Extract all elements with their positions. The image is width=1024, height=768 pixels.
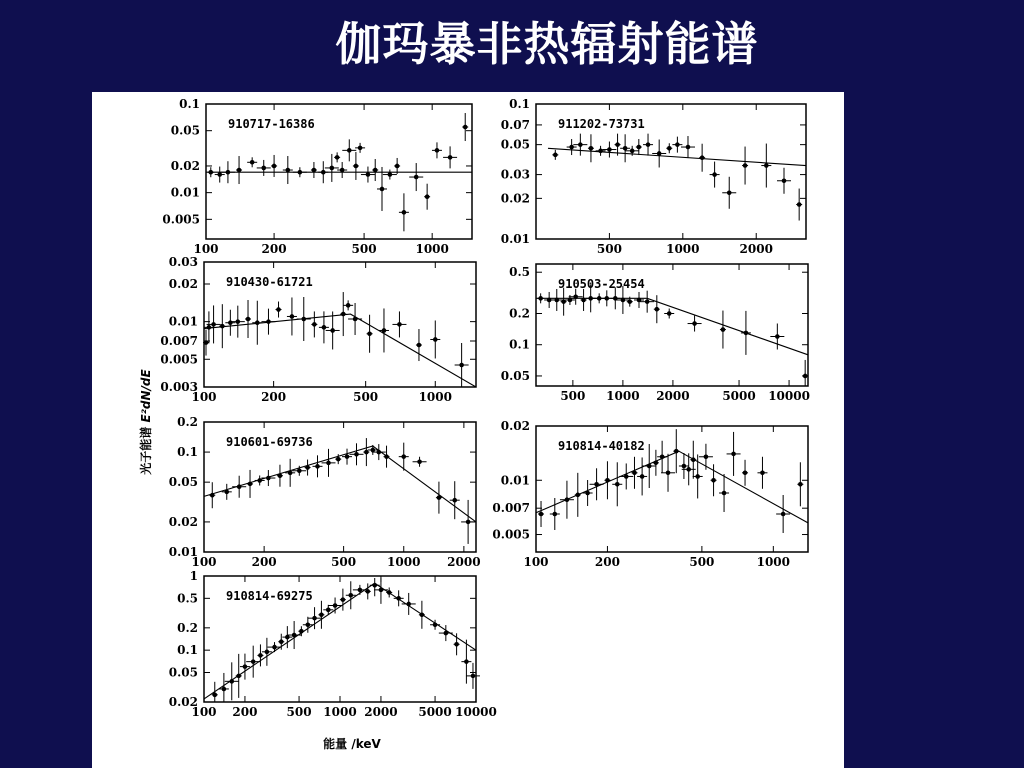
- x-tick-label: 500: [596, 242, 622, 256]
- panel-label: 910601-69736: [226, 435, 313, 449]
- data-point: [569, 289, 583, 305]
- data-point: [221, 161, 235, 183]
- y-tick-label: 0.05: [500, 137, 530, 152]
- model-line: [536, 451, 808, 523]
- data-point: [236, 156, 242, 184]
- data-point: [720, 311, 726, 349]
- data-point: [353, 585, 367, 595]
- data-point: [640, 291, 654, 313]
- data-point: [657, 441, 667, 473]
- data-point: [666, 143, 672, 153]
- data-point: [247, 157, 257, 167]
- data-point: [236, 654, 242, 698]
- data-point: [349, 443, 363, 465]
- data-point: [292, 466, 306, 476]
- y-tick-label: 0.02: [500, 191, 530, 206]
- x-tick-label: 5000: [418, 705, 452, 719]
- panel-910814-40182: [492, 419, 808, 569]
- data-point: [588, 134, 594, 162]
- data-point: [461, 500, 475, 544]
- data-point: [652, 139, 666, 167]
- y-tick-label: 0.01: [170, 185, 200, 200]
- data-point: [287, 621, 301, 649]
- data-point: [246, 646, 260, 678]
- data-point: [318, 161, 328, 183]
- x-axis-label: 能量 /keV: [323, 737, 381, 751]
- data-point: [367, 315, 373, 353]
- data-point: [337, 162, 347, 178]
- data-point: [661, 454, 675, 492]
- panel-label: 910814-40182: [558, 439, 645, 453]
- data-point: [285, 459, 295, 487]
- data-point: [573, 134, 587, 156]
- data-point: [255, 475, 265, 485]
- data-point: [343, 300, 353, 310]
- x-tick-label: 1000: [606, 389, 640, 403]
- y-tick-label: 0.007: [160, 334, 198, 349]
- data-point: [596, 146, 606, 156]
- data-point: [312, 455, 322, 477]
- data-point: [377, 167, 387, 211]
- data-point: [761, 144, 771, 188]
- x-tick-label: 2000: [656, 389, 690, 403]
- data-point: [637, 457, 647, 495]
- panel-label: 910503-25454: [558, 277, 645, 291]
- data-point: [575, 473, 581, 517]
- y-tick-label: 0.01: [168, 545, 198, 559]
- data-point: [323, 605, 333, 615]
- x-tick-label: 10000: [768, 389, 810, 403]
- data-point: [722, 177, 736, 209]
- y-tick-label: 0.5: [509, 265, 530, 280]
- data-point: [257, 644, 263, 666]
- data-point: [560, 481, 574, 519]
- data-point: [311, 311, 317, 337]
- data-point: [379, 308, 389, 352]
- data-point: [368, 445, 378, 455]
- y-tick-label: 0.05: [168, 665, 198, 680]
- data-point: [219, 304, 225, 348]
- y-tick-label: 0.2: [509, 306, 530, 321]
- y-tick-label: 0.01: [168, 314, 198, 329]
- data-point: [430, 320, 440, 358]
- data-point: [742, 460, 748, 486]
- x-tick-label: 200: [261, 242, 287, 256]
- data-point: [699, 444, 713, 470]
- panel-910717-16386: [162, 97, 472, 256]
- x-tick-label: 1000: [415, 242, 449, 256]
- data-point: [297, 297, 311, 341]
- slide-title: 伽玛暴非热辐射能谱: [335, 17, 759, 71]
- data-point: [643, 134, 653, 156]
- x-tick-label: 500: [286, 705, 312, 719]
- data-point: [634, 292, 644, 308]
- y-tick-label: 0.05: [170, 123, 200, 138]
- data-point: [383, 170, 397, 180]
- data-point: [293, 167, 307, 177]
- data-point: [409, 163, 423, 191]
- data-point: [797, 462, 803, 506]
- x-tick-label: 100: [191, 555, 217, 569]
- y-tick-label: 0.03: [168, 255, 198, 269]
- panel-label: 910814-69275: [226, 589, 313, 603]
- data-point: [276, 302, 282, 318]
- data-point: [432, 142, 442, 158]
- data-point: [741, 311, 751, 355]
- y-tick-label: 0.02: [168, 514, 198, 529]
- data-point: [222, 484, 232, 500]
- data-point: [699, 144, 705, 172]
- data-point: [450, 481, 460, 519]
- data-point: [384, 446, 390, 468]
- y-axis-label: 光子能谱 E²dN/dE: [139, 369, 153, 475]
- y-tick-label: 0.005: [492, 527, 530, 542]
- x-tick-label: 500: [560, 389, 586, 403]
- panel-910814-69275: [169, 569, 497, 719]
- data-point: [672, 137, 682, 153]
- data-point: [283, 156, 293, 184]
- data-point: [679, 453, 689, 479]
- data-point: [232, 476, 246, 498]
- data-point: [690, 441, 696, 479]
- data-point: [419, 601, 425, 629]
- data-point: [355, 143, 365, 153]
- data-point: [550, 289, 564, 311]
- y-tick-label: 0.02: [168, 277, 198, 292]
- data-point: [257, 160, 271, 176]
- y-tick-label: 0.05: [500, 368, 530, 383]
- data-point: [268, 642, 282, 652]
- x-tick-label: 500: [689, 555, 715, 569]
- data-point: [664, 308, 674, 318]
- x-tick-label: 200: [261, 390, 287, 404]
- data-point: [326, 311, 340, 349]
- data-point: [342, 139, 356, 161]
- data-point: [353, 152, 359, 180]
- y-tick-label: 0.003: [160, 380, 198, 394]
- y-tick-label: 0.01: [500, 473, 530, 488]
- x-tick-label: 1000: [323, 705, 357, 719]
- x-tick-label: 2000: [364, 705, 398, 719]
- data-point: [247, 470, 253, 498]
- data-point: [252, 301, 262, 345]
- data-point: [271, 155, 277, 177]
- y-tick-label: 0.005: [160, 352, 198, 367]
- data-point: [399, 193, 409, 231]
- data-point: [462, 113, 468, 141]
- model-line: [204, 446, 476, 522]
- panel-label: 910717-16386: [228, 117, 315, 131]
- data-point: [631, 457, 637, 489]
- data-point: [361, 167, 375, 183]
- data-point: [710, 162, 720, 188]
- data-point: [654, 295, 660, 323]
- data-point: [673, 429, 679, 473]
- data-point: [538, 293, 544, 303]
- data-point: [636, 139, 642, 155]
- data-point: [262, 638, 272, 666]
- data-point: [443, 146, 457, 168]
- data-point: [688, 316, 702, 332]
- panel-label: 911202-73731: [558, 117, 645, 131]
- y-tick-label: 0.1: [179, 97, 200, 111]
- y-tick-label: 0.007: [492, 501, 530, 516]
- data-point: [261, 309, 275, 335]
- y-tick-label: 0.1: [509, 97, 530, 111]
- data-point: [581, 289, 587, 311]
- x-tick-label: 100: [191, 705, 217, 719]
- panel-label: 910430-61721: [226, 275, 313, 289]
- data-point: [538, 501, 544, 527]
- data-point: [334, 152, 340, 162]
- model-line: [536, 298, 808, 355]
- data-point: [402, 593, 416, 615]
- data-point: [757, 457, 767, 489]
- data-point: [413, 457, 427, 467]
- data-point: [552, 150, 558, 160]
- data-point: [340, 292, 346, 336]
- data-point: [719, 474, 729, 512]
- y-tick-label: 0.005: [162, 212, 200, 227]
- panel-911202-73731: [501, 97, 806, 256]
- data-point: [348, 303, 362, 335]
- spectra-chart: [92, 92, 844, 768]
- data-point: [604, 461, 610, 499]
- y-tick-label: 0.2: [177, 415, 198, 429]
- data-point: [567, 139, 577, 155]
- data-point: [261, 470, 275, 486]
- data-point: [392, 311, 406, 337]
- data-point: [620, 134, 630, 162]
- y-tick-label: 0.1: [177, 445, 198, 460]
- data-point: [204, 311, 214, 343]
- data-point: [245, 300, 251, 338]
- data-point: [394, 158, 400, 174]
- data-point: [466, 663, 480, 689]
- panel-910601-69736: [169, 415, 481, 569]
- y-tick-label: 0.1: [509, 337, 530, 352]
- y-tick-label: 0.02: [168, 695, 198, 709]
- data-point: [225, 662, 239, 700]
- x-tick-label: 100: [191, 390, 217, 404]
- data-point: [231, 306, 245, 338]
- y-tick-label: 0.05: [168, 475, 198, 490]
- x-tick-label: 10000: [455, 705, 497, 719]
- data-point: [776, 495, 790, 533]
- x-tick-label: 200: [594, 555, 620, 569]
- x-tick-label: 100: [523, 555, 549, 569]
- data-point: [277, 465, 283, 487]
- x-tick-label: 5000: [722, 389, 756, 403]
- data-point: [346, 581, 356, 609]
- data-point: [318, 601, 324, 629]
- x-tick-label: 500: [331, 555, 357, 569]
- panel-910503-25454: [501, 264, 810, 403]
- y-tick-label: 0.2: [177, 620, 198, 635]
- data-point: [681, 136, 695, 158]
- y-tick-label: 0.1: [177, 643, 198, 658]
- data-point: [321, 449, 335, 477]
- x-tick-label: 2000: [447, 555, 481, 569]
- data-point: [436, 482, 442, 514]
- y-tick-label: 0.02: [500, 419, 530, 433]
- x-tick-label: 1000: [756, 555, 791, 569]
- data-point: [372, 159, 378, 181]
- data-point: [796, 189, 802, 221]
- x-tick-label: 1000: [387, 555, 421, 569]
- data-point: [225, 310, 235, 336]
- x-tick-label: 2000: [739, 242, 773, 256]
- data-point: [340, 589, 346, 611]
- y-tick-label: 0.02: [170, 158, 200, 173]
- spectra-figure: [92, 92, 844, 768]
- data-point: [287, 297, 297, 335]
- data-point: [602, 142, 616, 158]
- data-point: [363, 438, 369, 466]
- data-point: [215, 167, 225, 183]
- data-point: [619, 463, 633, 489]
- y-tick-label: 0.5: [177, 591, 198, 606]
- data-point: [311, 162, 317, 178]
- data-point: [416, 329, 422, 361]
- data-point: [604, 290, 610, 306]
- x-tick-label: 500: [351, 242, 377, 256]
- data-point: [208, 167, 214, 177]
- y-tick-label: 0.07: [500, 117, 530, 132]
- data-point: [727, 432, 741, 476]
- data-point: [212, 682, 218, 702]
- data-point: [342, 449, 352, 465]
- x-tick-label: 1000: [418, 390, 452, 404]
- data-point: [386, 587, 392, 597]
- data-point: [612, 462, 622, 506]
- data-point: [365, 583, 371, 599]
- data-point: [561, 288, 567, 316]
- data-point: [370, 578, 380, 596]
- y-tick-label: 1: [189, 569, 198, 583]
- x-tick-label: 1000: [666, 242, 700, 256]
- y-tick-label: 0.03: [500, 167, 530, 182]
- x-tick-label: 200: [232, 705, 258, 719]
- data-point: [305, 460, 311, 476]
- x-tick-label: 500: [353, 390, 379, 404]
- panel-910430-61721: [160, 255, 476, 404]
- data-point: [209, 482, 215, 508]
- x-tick-label: 200: [251, 555, 277, 569]
- data-point: [455, 343, 469, 387]
- data-point: [424, 184, 430, 210]
- data-point: [653, 450, 659, 476]
- data-point: [777, 168, 791, 194]
- y-tick-label: 0.01: [500, 232, 530, 246]
- data-point: [742, 147, 748, 185]
- x-tick-label: 100: [193, 242, 219, 256]
- data-point: [590, 468, 604, 500]
